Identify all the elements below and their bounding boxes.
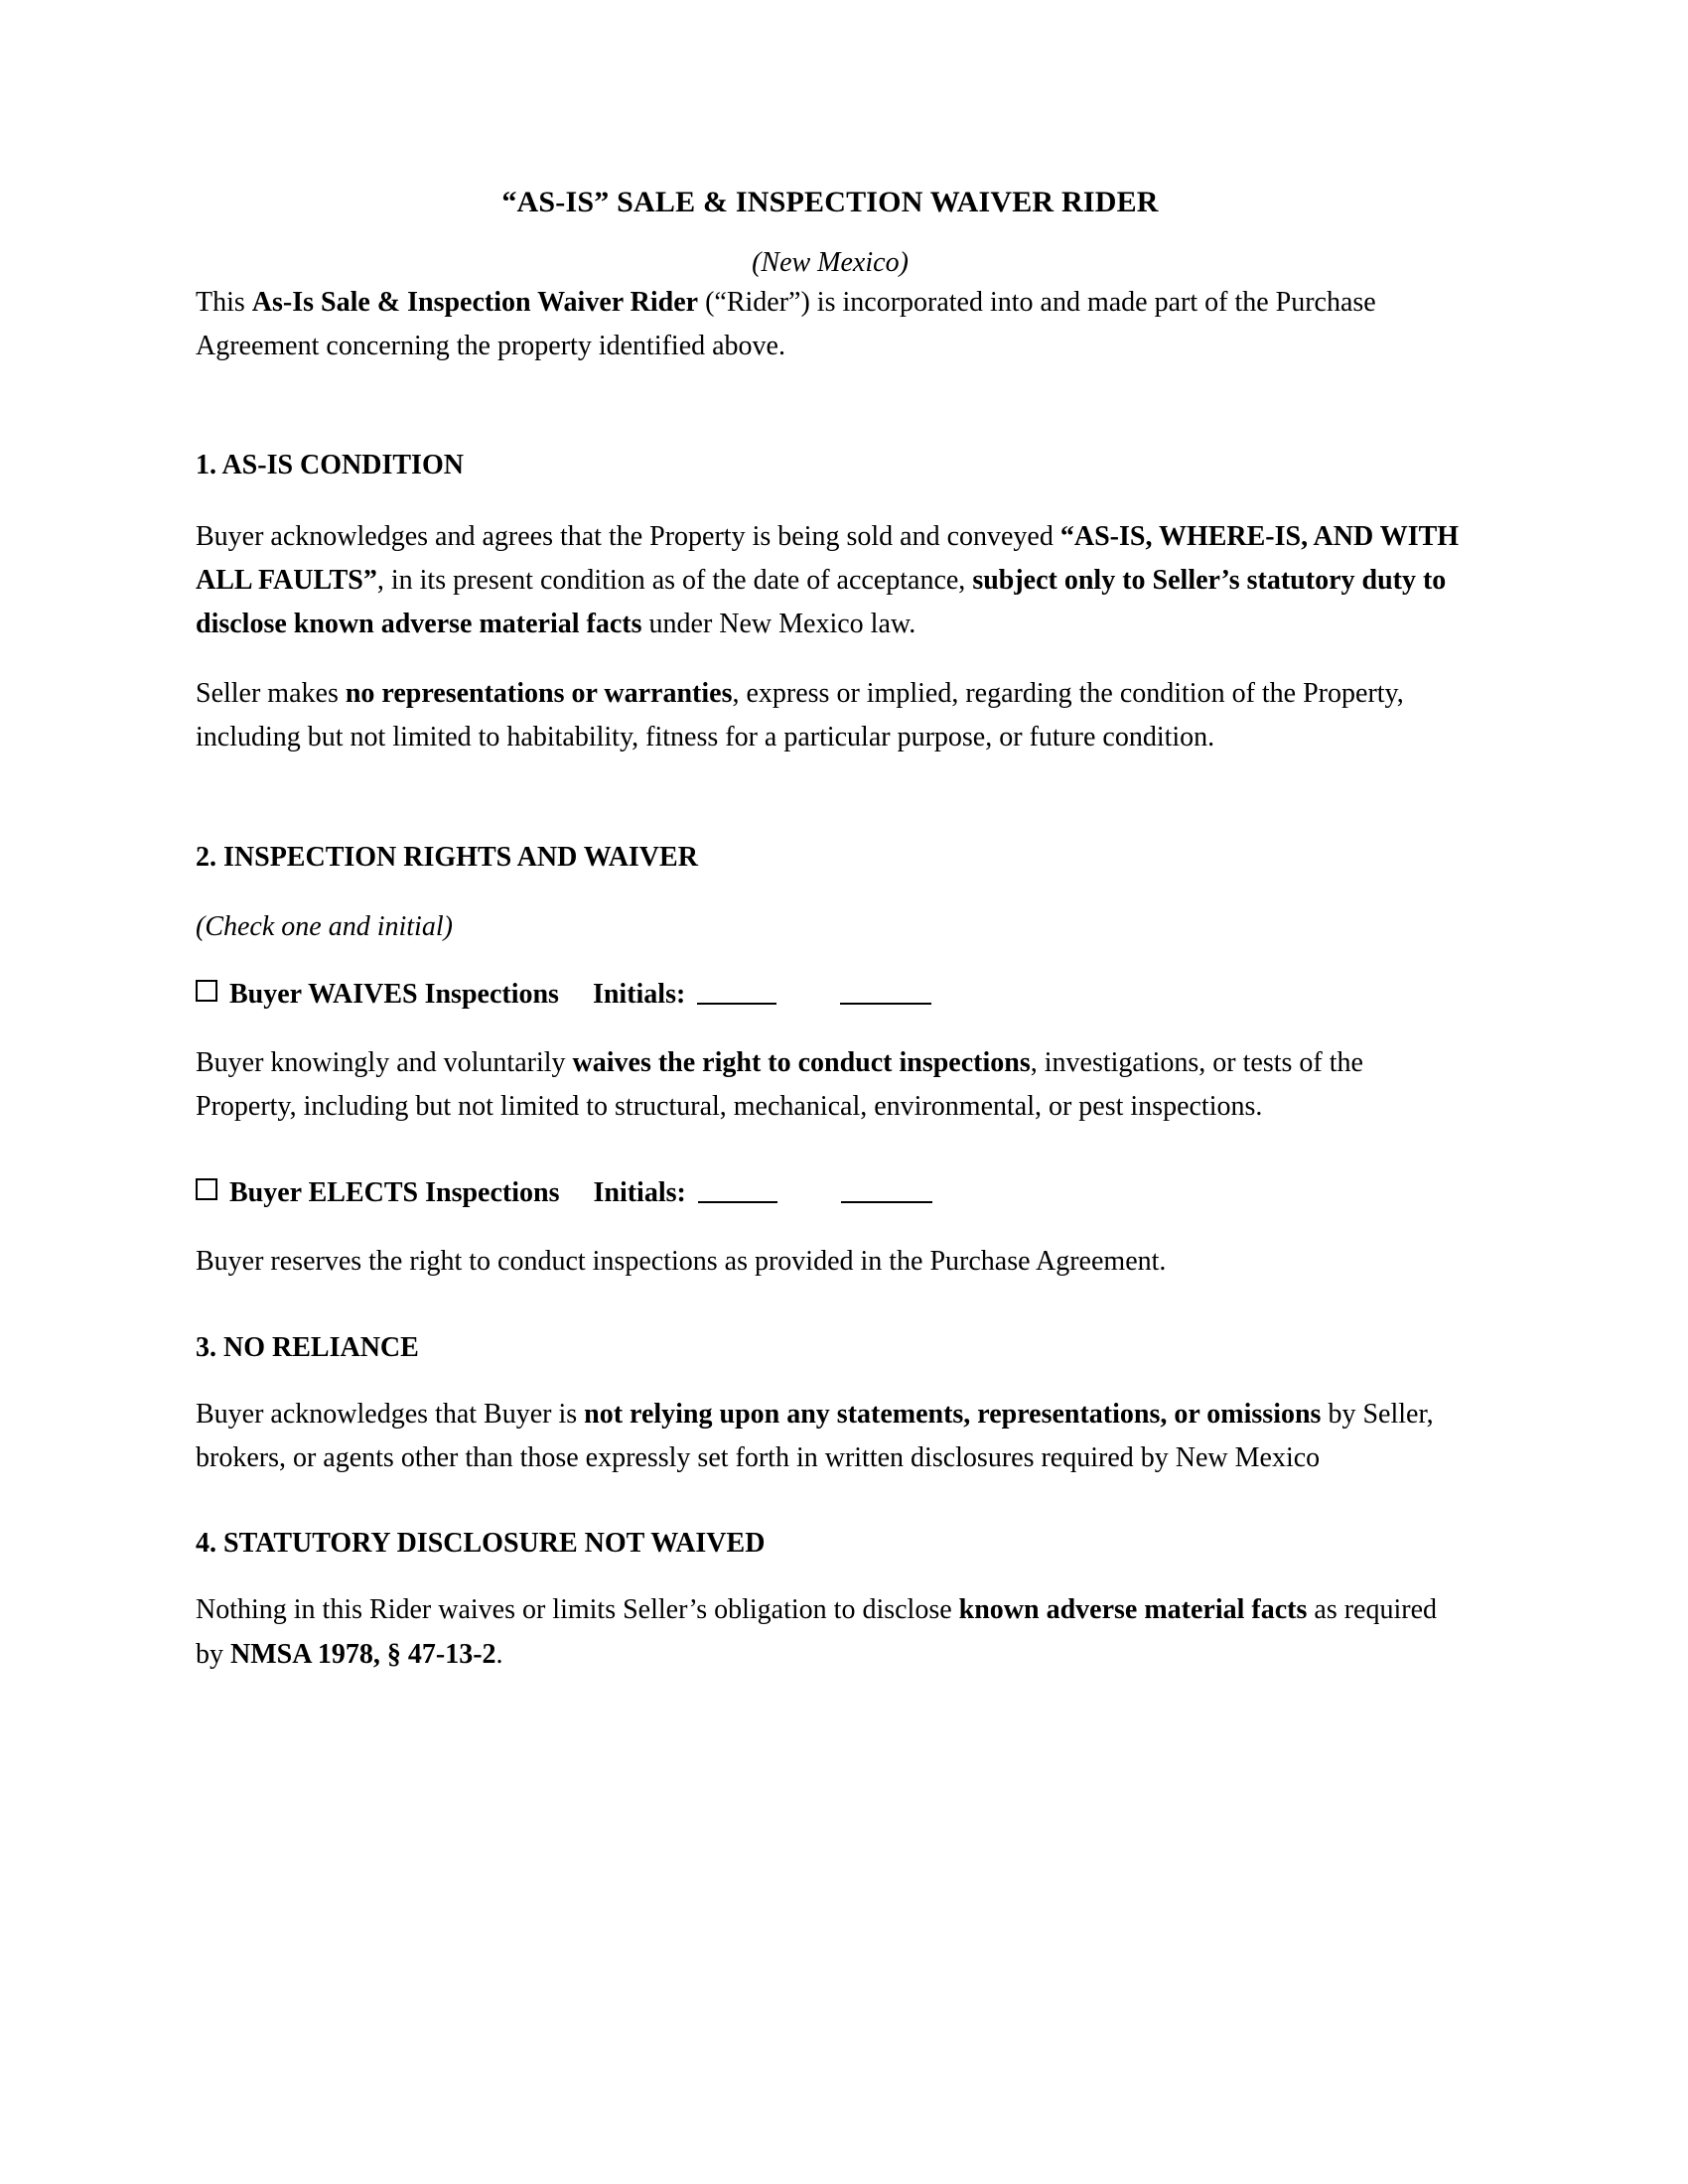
initials-blank-waives-1[interactable] [697,983,776,1005]
initials-label-waives: Initials: [592,978,686,1010]
initials-label-elects: Initials: [593,1177,686,1209]
intro-paragraph [196,281,1465,368]
spacer [196,1214,1465,1240]
section-heading-1: 1. AS-IS CONDITION [196,450,464,481]
section-1-paragraph-2 [196,672,1465,759]
s1p2-part1: Seller makes [196,678,346,710]
waives-bold1: waives the right to conduct inspections [572,1046,1031,1078]
s4p1-bold2: NMSA 1978, § 47-13-2 [230,1638,496,1670]
s4p1-bold1: known adverse material facts [958,1594,1308,1626]
initials-blank-waives-2[interactable] [840,983,931,1005]
section-heading-4: 4. STATUTORY DISCLOSURE NOT WAIVED [196,1528,766,1560]
initials-blank-elects-1[interactable] [698,1181,777,1203]
spacer [196,877,1465,906]
section-4-paragraph-1 [196,1588,1465,1676]
intro-rest: (“Rider”) is incorporated into and made part of the Purchase Agreement concerning the property identified above. [196,286,1376,362]
option-elects-row[interactable] [196,1172,1465,1214]
initials-blank-elects-2[interactable] [841,1181,932,1203]
spacer [196,485,1465,515]
intro-lead-plain: This [196,286,252,318]
document-subtitle: (New Mexico) [752,246,909,278]
section-3-paragraph-1 [196,1393,1465,1480]
waives-part2: , investigations, or tests of the Property, including but not limited to structural, mechanical, environmental, or pest inspections. [196,1046,1363,1123]
s3p1-part1: Buyer acknowledges that Buyer is [196,1398,585,1430]
s4p1-part3: . [495,1638,503,1670]
s4p1-part1: Nothing in this Rider waives or limits Seller’s obligation to disclose [196,1594,959,1626]
spacer [196,760,1465,838]
s1p1-bold2: subject only to Seller’s statutory duty to disclose known adverse material facts [196,564,1447,640]
spacer [196,1480,1465,1524]
intro-lead-bold: As-Is Sale & Inspection Waiver Rider [251,286,699,318]
s1p1-part3: under New Mexico law. [641,609,916,640]
section-heading-2: 2. INSPECTION RIGHTS AND WAIVER [196,841,698,873]
s4p1-part2: as required by [196,1594,1437,1670]
s1p1-part2: , in its present condition as of the date of acceptance, [376,564,973,596]
waives-part1: Buyer knowingly and voluntarily [196,1046,573,1078]
spacer [196,368,1465,446]
spacer [196,1016,1465,1041]
s3p1-bold1: not relying upon any statements, representations, or omissions [584,1398,1322,1430]
s1p2-bold1: no representations or warranties [345,678,733,710]
option-waives-row[interactable] [196,974,1465,1016]
checkbox-icon-elects[interactable] [196,1178,217,1200]
spacer [196,948,1465,974]
s1p1-part1: Buyer acknowledges and agrees that the Property is being sold and conveyed [196,520,1060,552]
section-1-paragraph-1 [196,515,1465,647]
elects-part1: Buyer reserves the right to conduct inspections as provided in the Purchase Agreement. [196,1246,1167,1278]
checkbox-icon-waives[interactable] [196,980,217,1002]
check-one-instruction: (Check one and initial) [196,910,453,942]
page-title: “AS-IS” SALE & INSPECTION WAIVER RIDER [501,186,1159,218]
s1p2-part2: , express or implied, regarding the condition of the Property, including but not limited to habitability, fitness for a particular purpose, or future condition. [196,678,1404,753]
spacer [196,1367,1465,1393]
option-waives-paragraph [196,1041,1465,1129]
option-elects-label: Buyer ELECTS Inspections [229,1177,560,1209]
spacer [196,1563,1465,1588]
option-waives-label: Buyer WAIVES Inspections [229,978,559,1010]
section-heading-3: 3. NO RELIANCE [196,1331,419,1363]
spacer [196,1129,1465,1172]
spacer [196,646,1465,672]
s3p1-part2: by Seller, brokers, or agents other than those expressly set forth in written disclosures required by New Mexico [196,1398,1434,1474]
option-elects-paragraph [196,1240,1465,1284]
s1p1-bold1: “AS-IS, WHERE-IS, AND WITH ALL FAULTS” [196,520,1460,596]
spacer [196,1285,1465,1328]
